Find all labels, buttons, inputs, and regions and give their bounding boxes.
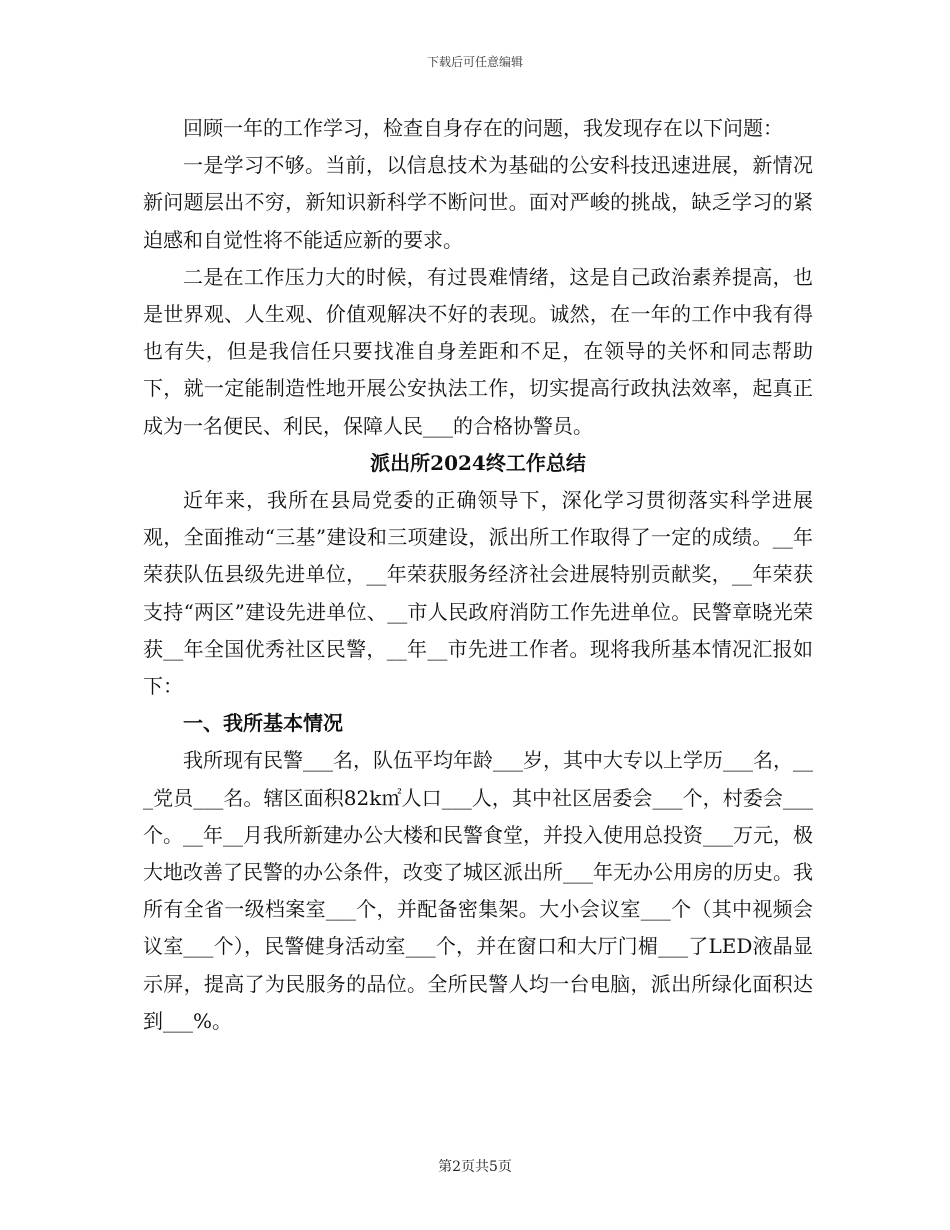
paragraph-problem-two: 二是在工作压力大的时候，有过畏难情绪，这是自己政治素养提高，也是世界观、人生观、价值观解决不好的表现。诚然，在一年的工作中我有得也有失，但是我信任只要找准自身差距和不足，在领导的关怀和同志帮助下，就一定能制造性地开展公安执法工作，切实提高行政执法效率，起真正成为一名便民、利民，保障人民___的合格协警员。	[143, 264, 813, 438]
page-number: 第2页共5页	[438, 1159, 512, 1175]
section-heading-basic-info: 一、我所基本情况	[183, 711, 343, 736]
document-title: 派出所2024终工作总结	[370, 450, 586, 475]
paragraph-overview: 近年来，我所在县局党委的正确领导下，深化学习贯彻落实科学进展观，全面推动“三基”建设和三项建设，派出所工作取得了一定的成绩。__年荣获队伍县级先进单位，__年荣获服务经济社会进展特别贡献奖，__年荣获支持“两区”建设先进单位、__市人民政府消防工作先进单位。民警章晓光荣获__年全国优秀社区民警，__年__市先进工作者。现将我所基本情况汇报如下：	[143, 488, 813, 699]
document-body	[143, 110, 813, 1040]
page-header-note: 下载后可任意编辑	[426, 55, 523, 69]
paragraph-review-intro: 回顾一年的工作学习，检查自身存在的问题，我发现存在以下问题：	[183, 116, 783, 140]
paragraph-basic-info: 我所现有民警___名，队伍平均年龄___岁，其中大专以上学历___名，___党员___名。辖区面积82k㎡人口___人，其中社区居委会___个，村委会___个。__年__月我所新建办公大楼和民警食堂，并投入使用总投资___万元，极大地改善了民警的办公条件，改变了城区派出所___年无办公用房的历史。我所有全省一级档案室___个，并配备密集架。大小会议室___个（其中视频会议室___个），民警健身活动室___个，并在窗口和大厅门楣___了LED液晶显示屏，提高了为民服务的品位。全所民警人均一台电脑，派出所绿化面积达到___%。	[143, 748, 813, 1033]
paragraph-problem-one: 一是学习不够。当前，以信息技术为基础的公安科技迅速进展，新情况新问题层出不穷，新知识新科学不断问世。面对严峻的挑战，缺乏学习的紧迫感和自觉性将不能适应新的要求。	[143, 153, 813, 252]
